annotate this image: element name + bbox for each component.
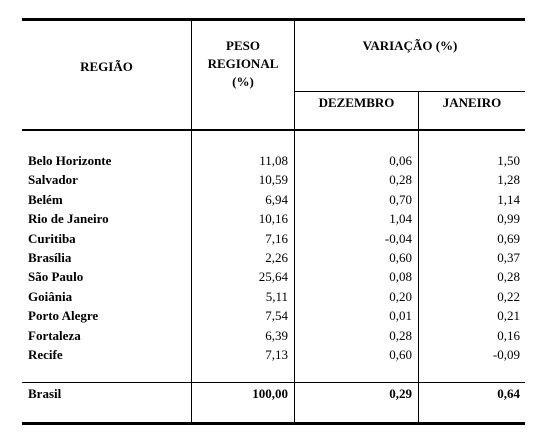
row-janeiro: 0,99 — [497, 211, 520, 226]
variacao-underline — [295, 91, 525, 92]
header-peso-line3: (%) — [232, 74, 254, 89]
row-peso: 5,11 — [265, 289, 288, 304]
row-regiao: Porto Alegre — [28, 308, 99, 323]
row-peso: 10,16 — [258, 211, 288, 226]
row-dezembro: 0,06 — [389, 153, 412, 168]
row-regiao: Curitiba — [28, 231, 76, 246]
row-dezembro: 0,28 — [389, 328, 412, 343]
row-dezembro: 0,01 — [389, 308, 412, 323]
row-dezembro: 0,70 — [389, 192, 412, 207]
row-janeiro: 0,21 — [497, 308, 520, 323]
total-janeiro: 0,64 — [497, 386, 520, 401]
row-janeiro: 0,69 — [497, 231, 520, 246]
header-regiao: REGIÃO — [80, 59, 133, 74]
row-dezembro: -0,04 — [384, 231, 412, 246]
row-janeiro: 1,50 — [497, 153, 520, 168]
row-janeiro: 0,37 — [497, 250, 520, 265]
row-janeiro: 0,22 — [497, 289, 520, 304]
table-bottom-border — [22, 422, 525, 425]
header-bottom-border — [22, 129, 525, 131]
row-regiao: Fortaleza — [28, 328, 81, 343]
row-regiao: Belo Horizonte — [28, 153, 112, 168]
total-dezembro: 0,29 — [389, 386, 412, 401]
row-peso: 6,39 — [265, 328, 288, 343]
row-peso: 11,08 — [259, 153, 288, 168]
row-regiao: Salvador — [28, 172, 78, 187]
row-peso: 10,59 — [258, 172, 288, 187]
row-dezembro: 0,08 — [389, 269, 412, 284]
row-regiao: Recife — [28, 347, 63, 362]
row-peso: 7,54 — [265, 308, 288, 323]
row-dezembro: 0,60 — [389, 347, 412, 362]
header-peso-line2: REGIONAL — [207, 56, 279, 71]
row-regiao: Goiânia — [28, 289, 73, 304]
row-dezembro: 0,20 — [389, 289, 412, 304]
row-janeiro: 0,28 — [497, 269, 520, 284]
row-regiao: Belém — [28, 192, 63, 207]
row-janeiro: -0,09 — [492, 347, 520, 362]
header-dezembro: DEZEMBRO — [318, 95, 395, 110]
row-dezembro: 0,28 — [389, 172, 412, 187]
header-peso-line1: PESO — [226, 38, 260, 53]
row-dezembro: 1,04 — [389, 211, 412, 226]
row-janeiro: 1,28 — [497, 172, 520, 187]
row-peso: 7,16 — [265, 231, 288, 246]
row-regiao: São Paulo — [28, 269, 84, 284]
row-peso: 6,94 — [265, 192, 288, 207]
table-top-border — [22, 18, 525, 21]
row-peso: 2,26 — [265, 250, 288, 265]
row-regiao: Rio de Janeiro — [28, 211, 109, 226]
total-separator — [22, 382, 525, 383]
row-peso: 25,64 — [258, 269, 288, 284]
row-regiao: Brasília — [28, 250, 72, 265]
header-janeiro: JANEIRO — [442, 95, 502, 110]
row-janeiro: 0,16 — [497, 328, 520, 343]
total-regiao: Brasil — [28, 386, 62, 401]
row-dezembro: 0,60 — [389, 250, 412, 265]
row-janeiro: 1,14 — [497, 192, 520, 207]
header-variacao: VARIAÇÃO (%) — [362, 38, 458, 53]
row-peso: 7,13 — [265, 347, 288, 362]
total-peso: 100,00 — [252, 386, 288, 401]
